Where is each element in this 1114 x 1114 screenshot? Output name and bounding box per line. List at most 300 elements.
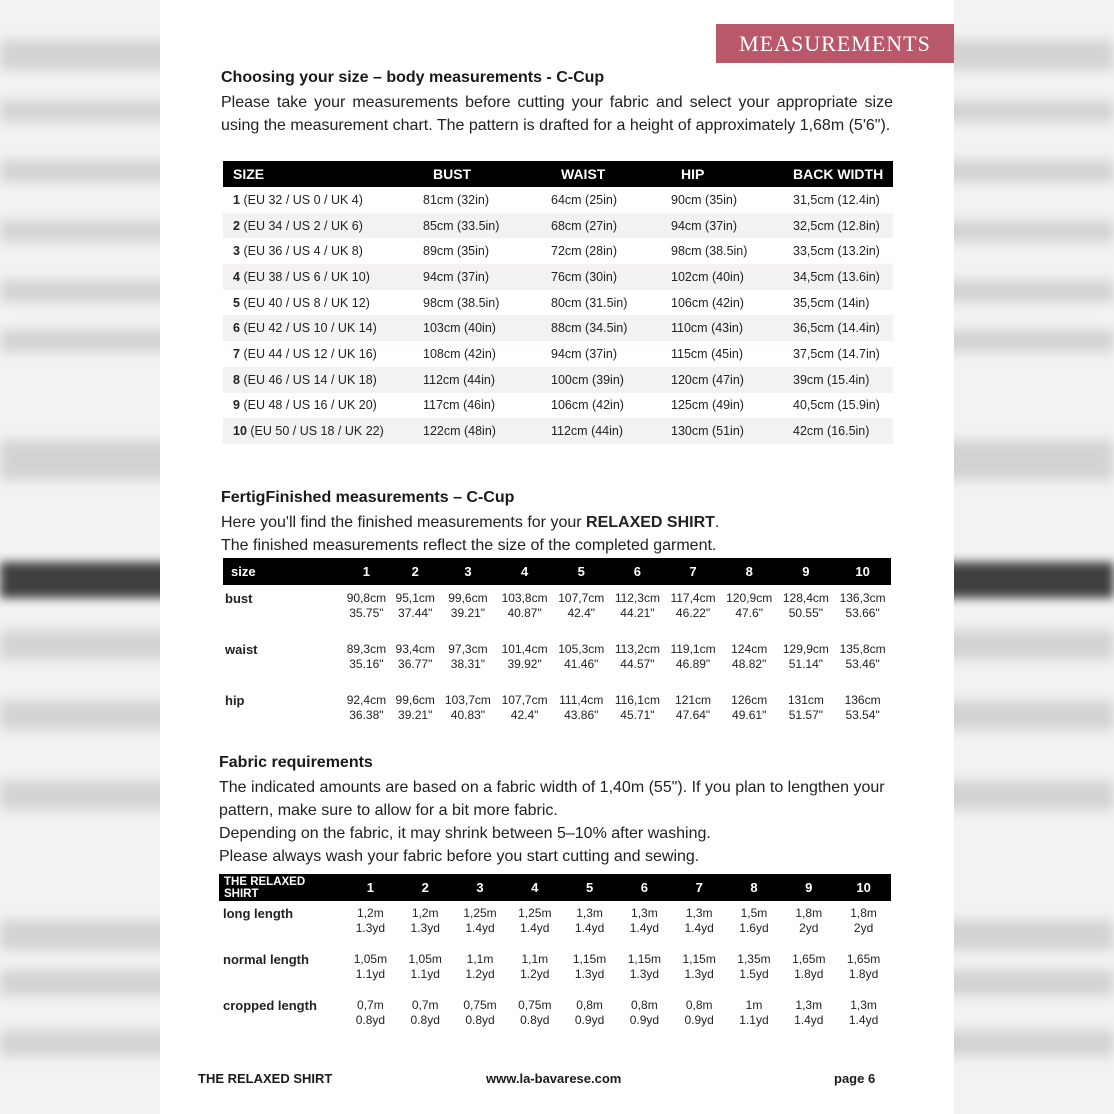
table-row: [223, 367, 893, 393]
fabric-cell: [781, 901, 836, 947]
hip-cell: 110cm (43in): [661, 315, 783, 341]
size-conversion: (EU 44 / US 12 / UK 16): [243, 346, 377, 361]
measurement-cell: [553, 687, 610, 738]
inch-value: 44.57": [620, 657, 655, 671]
size-column-header: 2: [398, 874, 453, 901]
fabric-cell: [343, 993, 398, 1039]
yard-value: 1.4yd: [684, 921, 714, 935]
size-cell: [223, 213, 413, 239]
inch-value: 44.21": [620, 606, 655, 620]
table-header-row: [223, 558, 891, 585]
size-number: 5: [233, 295, 240, 310]
bust-cell: 98cm (38.5in): [423, 295, 500, 310]
measurement-cell: [440, 636, 497, 687]
cm-value: 111,4cm: [559, 693, 604, 707]
section-tab: MEASUREMENTS: [716, 24, 954, 63]
size-cell: [223, 418, 413, 444]
inch-value: 38.31": [450, 657, 486, 671]
document-page: [160, 0, 954, 1114]
table-row: [223, 687, 891, 738]
size-column-header: 9: [781, 874, 836, 901]
cm-value: 113,2cm: [614, 642, 660, 656]
inch-value: 35.75": [349, 606, 384, 620]
meter-value: 1,2m: [411, 906, 439, 920]
inch-value: 36.77": [398, 657, 433, 671]
finished-measurements-table: [223, 558, 891, 738]
inch-value: 40.87": [507, 606, 542, 620]
meter-value: 1,3m: [795, 998, 823, 1012]
footer-title: THE RELAXED SHIRT: [198, 1071, 333, 1086]
meter-value: 0,75m: [518, 998, 552, 1012]
fabric-cell: [727, 947, 782, 993]
size-number: 4: [233, 269, 240, 284]
fabric-cell: [562, 993, 617, 1039]
yard-value: 1.4yd: [848, 1013, 879, 1027]
size-number: 3: [233, 244, 240, 259]
size-column-header: 3: [453, 874, 508, 901]
finished-measurements-heading: FertigFinished measurements – C-Cup: [221, 489, 515, 506]
waist-cell: 106cm (42in): [551, 398, 624, 413]
measurement-cell: [496, 636, 553, 687]
yard-value: 1.3yd: [410, 921, 440, 935]
yard-value: 0.8yd: [465, 1013, 495, 1027]
size-conversion: (EU 36 / US 4 / UK 8): [243, 244, 363, 259]
size-conversion: (EU 48 / US 16 / UK 20): [243, 398, 377, 413]
yard-value: 1.5yd: [739, 967, 769, 981]
footer-page-number: page 6: [834, 1071, 876, 1086]
inch-value: 40.83": [450, 708, 486, 722]
waist-cell: 64cm (25in): [551, 192, 617, 207]
column-header: SIZE: [223, 161, 413, 187]
cm-value: 107,7cm: [558, 591, 605, 605]
table-row: [223, 213, 893, 239]
column-header: BUST: [413, 161, 541, 187]
waist-cell: 112cm (44in): [541, 418, 661, 444]
fabric-cell: [398, 993, 453, 1039]
fabric-cell: [562, 947, 617, 993]
cm-value: 135,8cm: [839, 642, 886, 656]
inch-value: 39.21": [398, 708, 433, 722]
body-measurements-table: [223, 161, 893, 444]
waist-cell: 88cm (34.5in): [541, 315, 661, 341]
measurement-cell: [440, 687, 497, 738]
size-conversion: (EU 50 / US 18 / UK 22): [250, 424, 384, 439]
size-column-header: 6: [617, 874, 672, 901]
inch-value: 41.46": [564, 657, 599, 671]
measurement-cell: [778, 585, 835, 636]
size-cell: [223, 187, 413, 213]
cm-value: 121cm: [675, 693, 712, 707]
meter-value: 1,8m: [850, 906, 877, 920]
meter-value: 0,8m: [631, 998, 658, 1012]
measurement-cell: [342, 585, 391, 636]
inch-value: 46.89": [675, 657, 711, 671]
meter-value: 1,25m: [518, 906, 552, 920]
size-column-header: 6: [610, 558, 666, 585]
cm-value: 131cm: [787, 693, 824, 707]
yard-value: 1.8yd: [848, 967, 879, 981]
waist-cell: 80cm (31.5in): [551, 295, 628, 310]
table-row: [223, 636, 891, 687]
inch-value: 49.61": [732, 708, 767, 722]
meter-value: 1,8m: [795, 906, 823, 920]
meter-value: 1,65m: [792, 952, 826, 966]
measurement-cell: [834, 687, 891, 738]
yard-value: 1.4yd: [465, 921, 495, 935]
cm-value: 117,4cm: [670, 591, 716, 605]
waist-cell: 76cm (30in): [541, 264, 661, 290]
yard-value: 1.4yd: [574, 921, 605, 935]
size-number: 2: [233, 218, 240, 233]
inch-value: 37.44": [398, 606, 433, 620]
table-row: [223, 393, 893, 419]
hip-cell: 125cm (49in): [671, 398, 744, 413]
meter-value: 1,2m: [357, 906, 384, 920]
row-label: hip: [225, 693, 245, 708]
cm-value: 112,3cm: [614, 591, 660, 605]
fabric-cell: [453, 947, 508, 993]
meter-value: 1,3m: [850, 998, 877, 1012]
yard-value: 1.4yd: [520, 921, 550, 935]
bust-cell: 112cm (44in): [413, 367, 541, 393]
yard-value: 1.2yd: [465, 967, 495, 981]
fabric-cell: [672, 947, 727, 993]
finished-intro-text: Here you'll find the finished measurements for your: [221, 514, 587, 531]
row-label: bust: [225, 591, 253, 606]
fabric-cell: [507, 901, 562, 947]
hip-cell: 106cm (42in): [671, 295, 744, 310]
yard-value: 1.3yd: [574, 967, 605, 981]
meter-value: 1,15m: [572, 952, 607, 966]
yard-value: 1.3yd: [355, 921, 386, 935]
meter-value: 1,35m: [737, 952, 771, 966]
measurement-cell: [665, 687, 721, 738]
back-width-cell: 36,5cm (14.4in): [783, 315, 893, 341]
cm-value: 103,7cm: [444, 693, 491, 707]
waist-cell: 94cm (37in): [551, 346, 617, 361]
size-cell: [223, 393, 413, 419]
fabric-cell: [453, 901, 508, 947]
measurement-cell: [721, 585, 778, 636]
measurement-cell: [496, 585, 553, 636]
inch-value: 46.22": [675, 606, 711, 620]
yard-value: 0.8yd: [410, 1013, 440, 1027]
fabric-intro-line1: The indicated amounts are based on a fabric width of 1,40m (55"). If you plan to lengthen your pattern, make sure to allow for a bit more fabric.: [219, 779, 885, 819]
measurement-cell: [721, 636, 778, 687]
hip-cell: 102cm (40in): [661, 264, 783, 290]
measurement-cell: [496, 687, 553, 738]
meter-value: 1m: [745, 998, 763, 1012]
size-column-header: 10: [836, 874, 891, 901]
size-number: 10: [233, 424, 247, 439]
row-label: waist: [225, 642, 258, 657]
yard-value: 1.2yd: [520, 967, 550, 981]
cm-value: 93,4cm: [395, 642, 435, 656]
body-measurements-intro: Please take your measurements before cutting your fabric and select your appropriate size using the measurement chart. The pattern is drafted for a height of approximately 1,68m (5'6").: [221, 94, 893, 134]
finished-intro-line2: The finished measurements reflect the size of the completed garment.: [221, 537, 717, 554]
table-row: [223, 315, 893, 341]
yard-value: 2yd: [799, 921, 819, 935]
measurement-cell: [665, 636, 721, 687]
cm-value: 119,1cm: [670, 642, 716, 656]
cm-value: 92,4cm: [346, 693, 387, 707]
fabric-cell: [343, 947, 398, 993]
table-row: [219, 901, 891, 947]
meter-value: 1,3m: [631, 906, 658, 920]
inch-value: 48.82": [732, 657, 767, 671]
meter-value: 1,1m: [466, 952, 494, 966]
measurement-cell: [342, 636, 391, 687]
cm-value: 97,3cm: [448, 642, 488, 656]
bust-cell: 117cm (46in): [423, 398, 496, 413]
fabric-cell: [727, 901, 782, 947]
hip-cell: 130cm (51in): [661, 418, 783, 444]
column-header: BACK WIDTH: [783, 161, 893, 187]
fabric-cell: [398, 947, 453, 993]
measurement-cell: [834, 636, 891, 687]
table-row: [219, 993, 891, 1039]
finished-intro-end: .: [714, 514, 720, 531]
yard-value: 0.8yd: [520, 1013, 550, 1027]
meter-value: 1,15m: [682, 952, 716, 966]
meter-value: 1,65m: [846, 952, 881, 966]
meter-value: 1,3m: [685, 906, 713, 920]
fabric-cell: [562, 901, 617, 947]
cm-value: 136,3cm: [839, 591, 886, 605]
inch-value: 53.66": [845, 606, 880, 620]
measurement-cell: [834, 585, 891, 636]
measurement-cell: [391, 636, 440, 687]
cm-value: 103,8cm: [501, 591, 548, 605]
measurement-cell: [778, 636, 835, 687]
finished-intro-line1: [221, 511, 893, 534]
cm-value: 95,1cm: [395, 591, 435, 605]
cm-value: 99,6cm: [395, 693, 435, 707]
back-width-cell: 31,5cm (12.4in): [793, 192, 880, 207]
size-cell: [223, 315, 413, 341]
fabric-cell: [507, 993, 562, 1039]
measurement-cell: [665, 585, 721, 636]
fabric-intro-line3: Please always wash your fabric before you start cutting and sewing.: [219, 848, 700, 865]
size-cell: [223, 341, 413, 367]
meter-value: 1,05m: [408, 952, 442, 966]
size-conversion: (EU 34 / US 2 / UK 6): [243, 218, 363, 233]
measurement-cell: [610, 585, 666, 636]
size-column-header: 9: [778, 558, 835, 585]
cm-value: 99,6cm: [448, 591, 488, 605]
table-header-row: [219, 874, 891, 901]
inch-value: 53.54": [845, 708, 880, 722]
bust-cell: 103cm (40in): [413, 315, 541, 341]
measurement-cell: [610, 687, 666, 738]
inch-value: 43.86": [564, 708, 599, 722]
fabric-cell: [836, 993, 891, 1039]
measurement-cell: [610, 636, 666, 687]
inch-value: 50.55": [788, 606, 824, 620]
cm-value: 116,1cm: [614, 693, 660, 707]
size-column-header: 4: [507, 874, 562, 901]
cm-value: 126cm: [731, 693, 768, 707]
inch-value: 39.92": [507, 657, 542, 671]
meter-value: 0,8m: [576, 998, 603, 1012]
cm-value: 120,9cm: [726, 591, 773, 605]
inch-value: 39.21": [450, 606, 486, 620]
size-number: 8: [233, 372, 240, 387]
size-cell: [223, 290, 413, 316]
meter-value: 1,5m: [740, 906, 768, 920]
measurement-cell: [342, 687, 391, 738]
inch-value: 36.38": [349, 708, 384, 722]
fabric-cell: [672, 993, 727, 1039]
column-header: HIP: [661, 161, 783, 187]
hip-cell: 94cm (37in): [661, 213, 783, 239]
footer-website: www.la-bavarese.com: [486, 1071, 622, 1086]
yard-value: 1.1yd: [739, 1013, 769, 1027]
meter-value: 1,15m: [627, 952, 662, 966]
yard-value: 1.3yd: [629, 967, 660, 981]
table-row: [219, 947, 891, 993]
yard-value: 0.8yd: [355, 1013, 386, 1027]
size-number: 6: [233, 321, 240, 336]
cm-value: 89,3cm: [346, 642, 387, 656]
inch-value: 53.46": [845, 657, 880, 671]
inch-value: 45.71": [620, 708, 655, 722]
fabric-cell: [781, 947, 836, 993]
size-column-header: 8: [727, 874, 782, 901]
yard-value: 1.6yd: [739, 921, 769, 935]
size-column-header: 4: [496, 558, 553, 585]
size-column-header: 1: [342, 558, 391, 585]
measurement-cell: [391, 687, 440, 738]
hip-cell: 90cm (35in): [671, 192, 737, 207]
size-conversion: (EU 46 / US 14 / UK 18): [243, 372, 377, 387]
cm-value: 129,9cm: [782, 642, 829, 656]
size-cell: [223, 367, 413, 393]
table-row: [223, 187, 893, 213]
size-cell: [223, 238, 413, 264]
size-conversion: (EU 40 / US 8 / UK 12): [243, 295, 370, 310]
inch-value: 47.64": [675, 708, 711, 722]
row-label: long length: [223, 906, 294, 921]
yard-value: 1.4yd: [629, 921, 660, 935]
bust-cell: 122cm (48in): [413, 418, 541, 444]
size-column-header: 10: [834, 558, 891, 585]
size-column-header: 5: [553, 558, 610, 585]
table-row: [223, 585, 891, 636]
measurement-cell: [553, 585, 610, 636]
size-cell: [223, 264, 413, 290]
yard-value: 0.9yd: [684, 1013, 714, 1027]
bust-cell: 108cm (42in): [423, 346, 496, 361]
fabric-cell: [617, 947, 672, 993]
size-column-header: 7: [672, 874, 727, 901]
yard-value: 1.4yd: [794, 1013, 824, 1027]
fabric-cell: [836, 901, 891, 947]
column-header: THE RELAXED SHIRT: [219, 874, 343, 901]
hip-cell: 98cm (38.5in): [671, 244, 748, 259]
hip-cell: 115cm (45in): [671, 346, 744, 361]
bust-cell: 81cm (32in): [423, 192, 489, 207]
cm-value: 101,4cm: [501, 642, 548, 656]
inch-value: 51.14": [788, 657, 824, 671]
back-width-cell: 40,5cm (15.9in): [793, 398, 880, 413]
yard-value: 1.1yd: [355, 967, 386, 981]
bust-cell: 85cm (33.5in): [413, 213, 541, 239]
yard-value: 1.8yd: [794, 967, 824, 981]
fabric-cell: [343, 901, 398, 947]
size-conversion: (EU 42 / US 10 / UK 14): [243, 321, 377, 336]
bust-cell: 94cm (37in): [413, 264, 541, 290]
yard-value: 2yd: [853, 921, 874, 935]
meter-value: 0,8m: [685, 998, 713, 1012]
cm-value: 107,7cm: [501, 693, 548, 707]
cm-value: 105,3cm: [558, 642, 605, 656]
size-number: 7: [233, 346, 240, 361]
fabric-cell: [836, 947, 891, 993]
table-row: [223, 418, 893, 444]
measurement-cell: [553, 636, 610, 687]
waist-cell: 100cm (39in): [541, 367, 661, 393]
size-conversion: (EU 32 / US 0 / UK 4): [243, 192, 363, 207]
fabric-requirements-table: [219, 874, 891, 1039]
bust-cell: 89cm (35in): [423, 244, 489, 259]
table-header-row: [223, 161, 893, 187]
meter-value: 1,1m: [521, 952, 549, 966]
back-width-cell: 42cm (16.5in): [783, 418, 893, 444]
fabric-cell: [781, 993, 836, 1039]
hip-cell: 120cm (47in): [661, 367, 783, 393]
cm-value: 136cm: [844, 693, 881, 707]
measurement-cell: [721, 687, 778, 738]
size-column-header: 1: [343, 874, 398, 901]
table-row: [223, 341, 893, 367]
back-width-cell: 32,5cm (12.8in): [783, 213, 893, 239]
yard-value: 0.9yd: [629, 1013, 660, 1027]
fabric-cell: [727, 993, 782, 1039]
table-row: [223, 290, 893, 316]
size-conversion: (EU 38 / US 6 / UK 10): [243, 269, 370, 284]
back-width-cell: 33,5cm (13.2in): [793, 244, 880, 259]
waist-cell: 72cm (28in): [551, 244, 617, 259]
fabric-cell: [617, 901, 672, 947]
fabric-cell: [507, 947, 562, 993]
size-number: 9: [233, 398, 240, 413]
meter-value: 0,7m: [357, 998, 384, 1012]
meter-value: 0,7m: [411, 998, 439, 1012]
back-width-cell: 37,5cm (14.7in): [793, 346, 880, 361]
yard-value: 1.3yd: [684, 967, 714, 981]
body-measurements-heading: Choosing your size – body measurements - C-Cup: [221, 69, 605, 86]
measurement-cell: [440, 585, 497, 636]
back-width-cell: 39cm (15.4in): [783, 367, 893, 393]
fabric-requirements-heading: Fabric requirements: [219, 754, 373, 771]
size-column-header: 7: [665, 558, 721, 585]
table-row: [223, 264, 893, 290]
fabric-intro-line2: Depending on the fabric, it may shrink between 5–10% after washing.: [219, 825, 711, 842]
yard-value: 1.1yd: [410, 967, 440, 981]
fabric-cell: [398, 901, 453, 947]
waist-cell: 68cm (27in): [541, 213, 661, 239]
cm-value: 124cm: [731, 642, 768, 656]
size-column-header: 3: [440, 558, 497, 585]
inch-value: 35.16": [349, 657, 384, 671]
fabric-cell: [617, 993, 672, 1039]
fabric-cell: [453, 993, 508, 1039]
meter-value: 0,75m: [463, 998, 497, 1012]
back-width-cell: 34,5cm (13.6in): [783, 264, 893, 290]
cm-value: 90,8cm: [346, 591, 387, 605]
size-number: 1: [233, 192, 240, 207]
